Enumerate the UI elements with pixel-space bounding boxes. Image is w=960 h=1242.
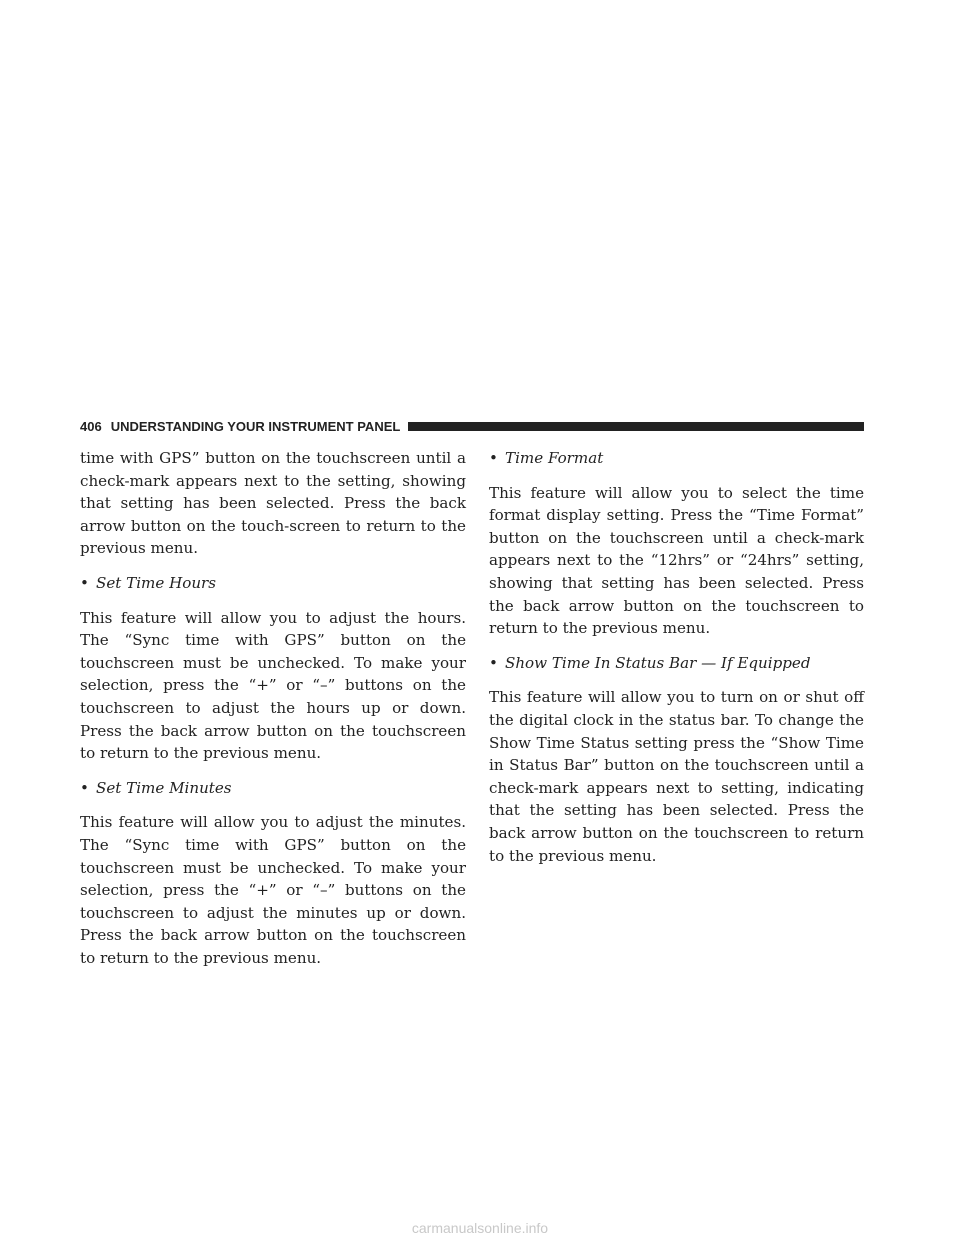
bullet-icon: • [80,778,89,797]
show-time-status-bar-title: Show Time In Status Bar — If Equipped [505,653,811,672]
set-time-minutes-body: This feature will allow you to adjust the minutes. The “Sync time with GPS” button on the touchscreen must be unchecked. To make your selection, press the “+” or “–” buttons on the touchscreen to adjust the minutes up or down. Press the back arrow button on the touchscreen to return to the previous menu. [80,813,466,967]
intro-paragraph: time with GPS” button on the touchscreen until a check-mark appears next to the setting, showing that setting has been selected. Press the back arrow button on the touch-screen to return to the previous menu. [80,449,466,558]
time-format-title: Time Format [505,449,604,467]
time-format-body: This feature will allow you to select the time format display setting. Press the “Time Format” button on the touchscreen until a check-mark appears next to the “12hrs” or “24hrs” setting, showing that setting has been selected. Press the back arrow button on the touchscreen to return to the previous menu. [489,483,864,638]
set-time-hours-body: This feature will allow you to adjust the hours. The “Sync time with GPS” button on the touchscreen must be unchecked. To make your selection, press the “+” or “–” buttons on the touchscreen to adjust the hours up or down. Press the back arrow button on the touchscreen to return to the previous menu. [80,608,466,763]
bullet-icon: • [80,573,89,592]
set-time-minutes-heading [80,777,466,800]
set-time-minutes-title: Set Time Minutes [96,778,232,797]
show-time-status-bar-body: This feature will allow you to turn on or shut off the digital clock in the status bar. To change the Show Time Status setting press the “Show Time in Status Bar” button on the touchscreen until a check-mark appears next to setting, indicating that the setting has been selected. Press the back arrow button on the touchscreen to return to the previous menu. [489,688,864,865]
set-time-hours-title: Set Time Hours [96,573,217,592]
page-number: 406 [80,418,102,434]
left-column [80,447,466,981]
show-time-status-bar-heading [489,652,864,675]
section-title: UNDERSTANDING YOUR INSTRUMENT PANEL [110,418,401,434]
bullet-icon: • [489,653,498,672]
bullet-icon: • [489,449,498,467]
right-column [489,447,864,879]
time-format-heading [489,447,864,470]
set-time-hours-heading [80,572,466,595]
watermark-text: carmanualsonline.info [411,1220,549,1236]
page-header [80,417,864,435]
header-rule [408,422,864,431]
